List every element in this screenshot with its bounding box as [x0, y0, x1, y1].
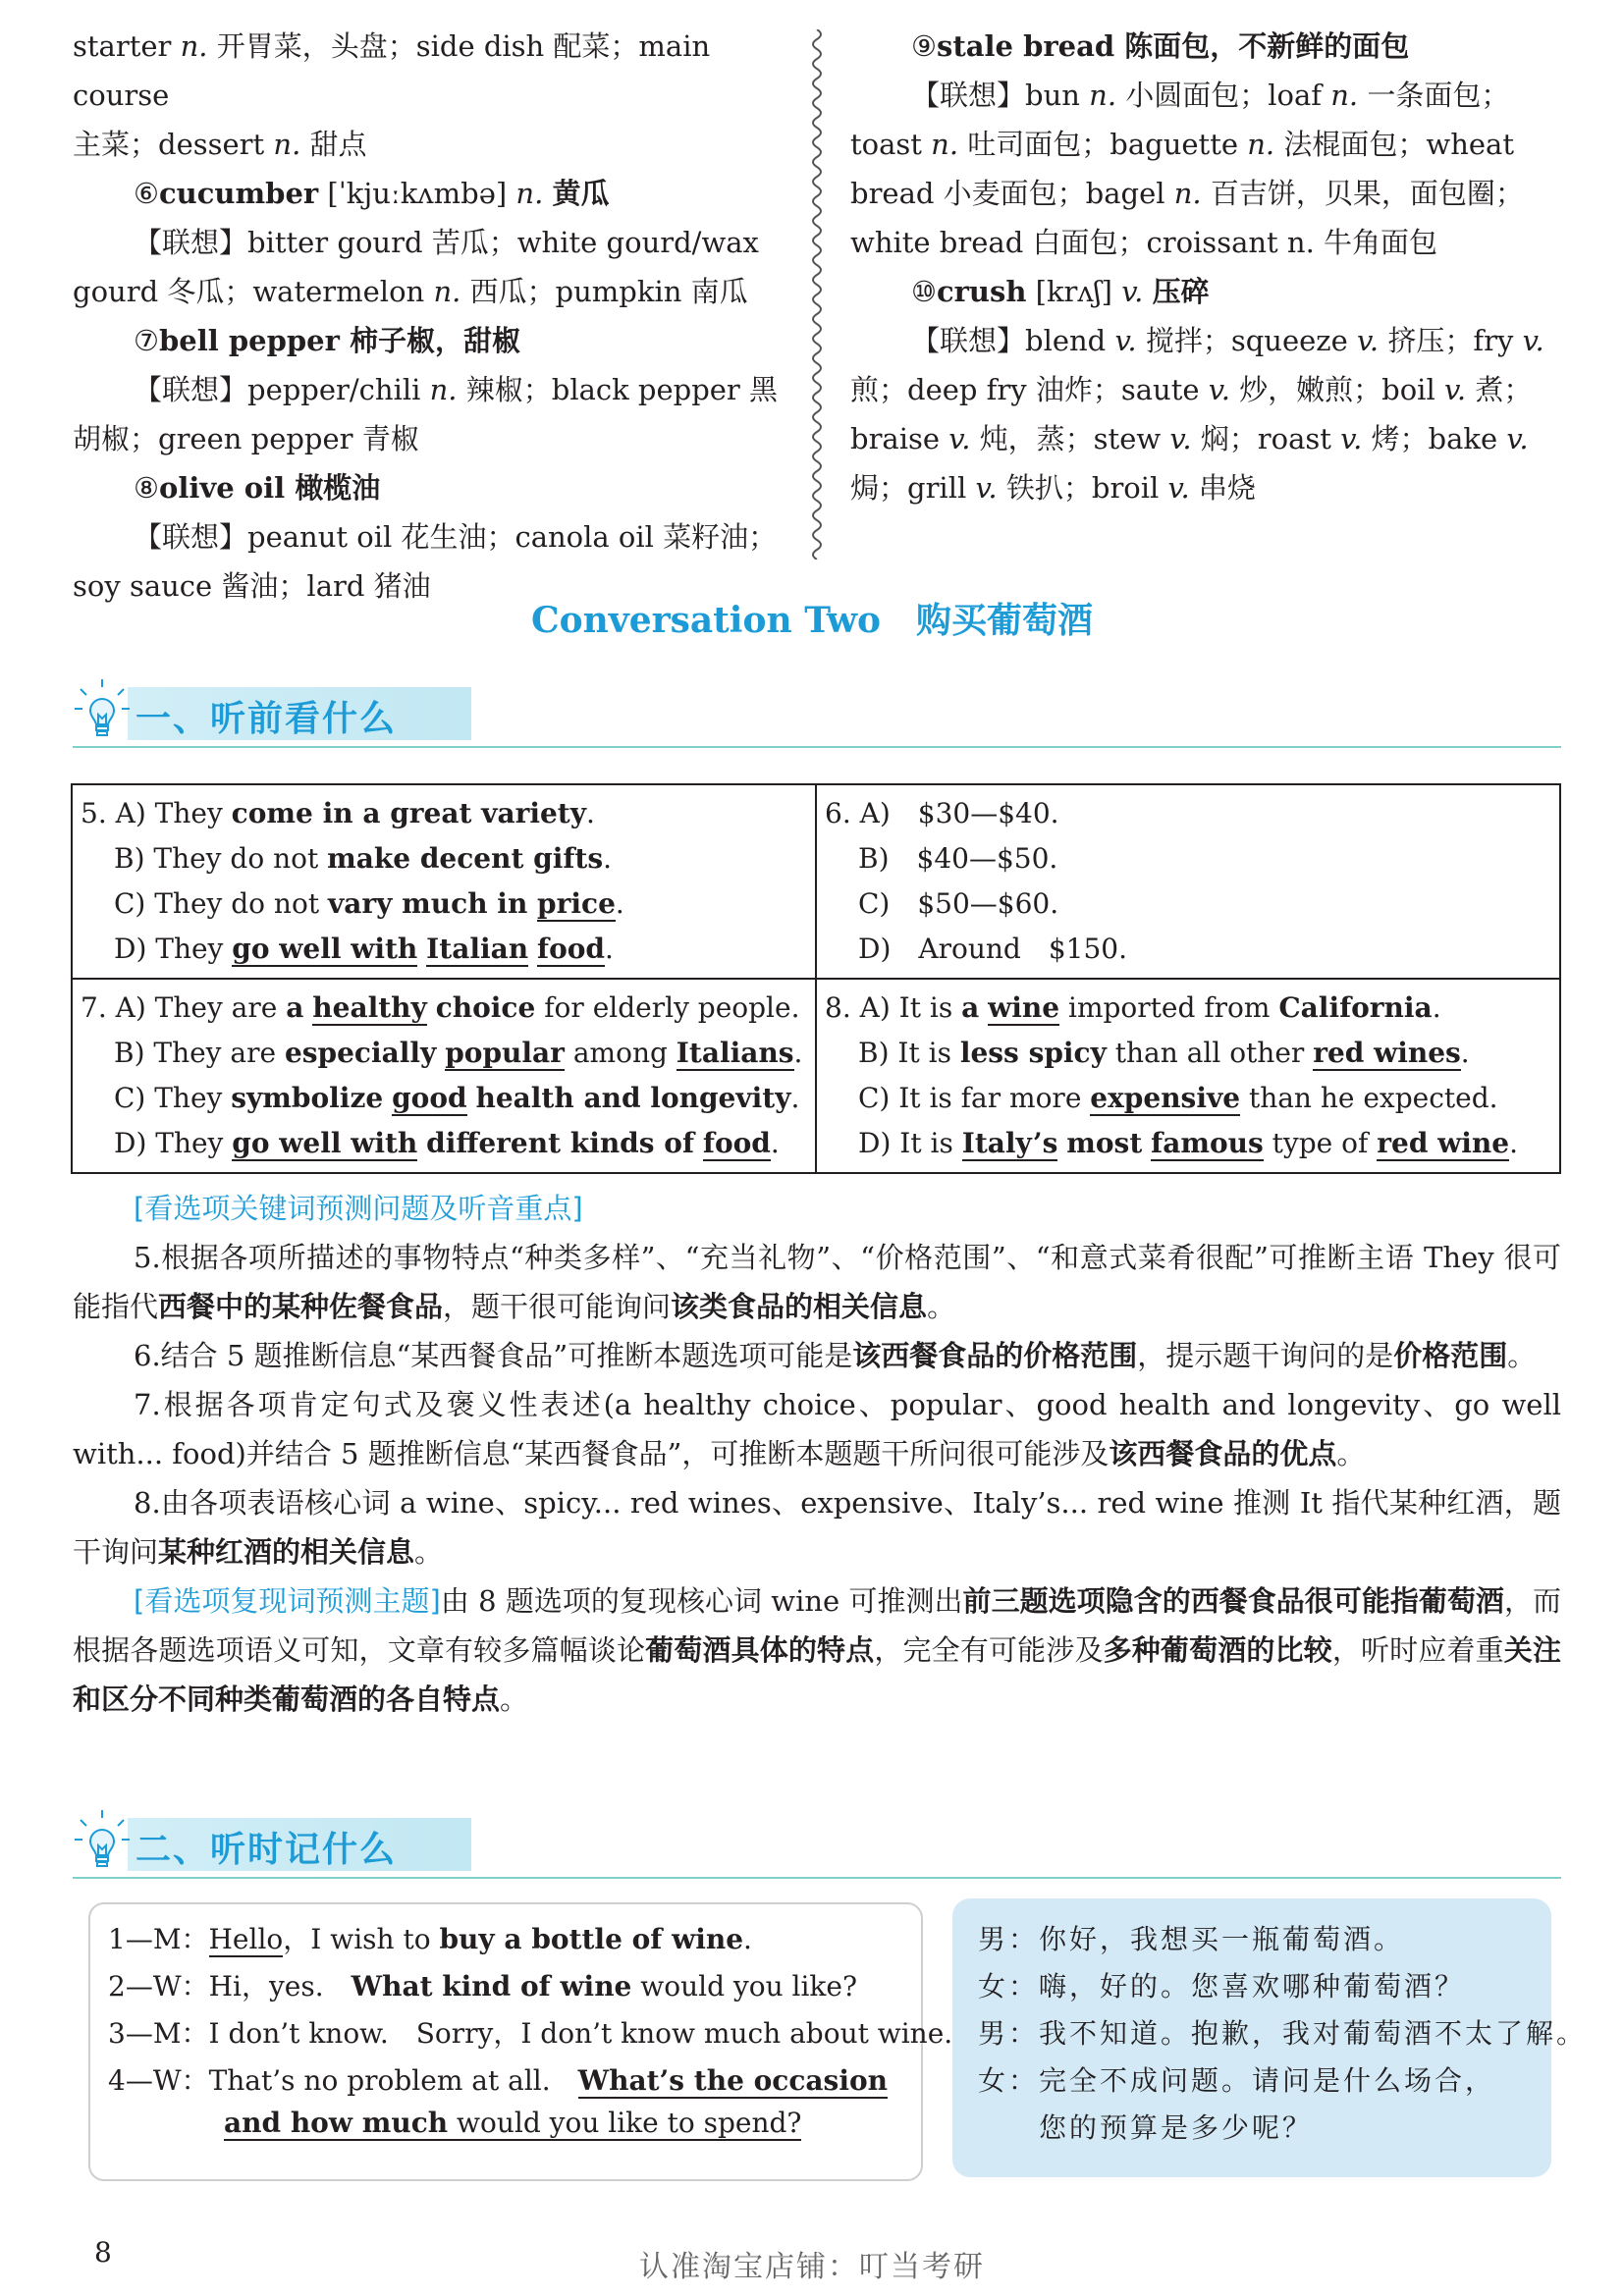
vocab-line: ⑦bell pepper 柿子椒，甜椒	[134, 324, 520, 357]
vocab-line: starter n. 开胃菜，头盘；side dish 配菜；main course	[73, 29, 711, 112]
translation-line: 您的预算是多少呢？	[978, 2111, 1314, 2144]
vocab-line: 【联想】blend v. 搅拌；squeeze v. 挤压；fry v.	[911, 324, 1544, 357]
vocab-line: ⑨stale bread 陈面包，不新鲜的面包	[911, 29, 1410, 63]
vocab-line: 【联想】pepper/chili n. 辣椒；black pepper 黑	[134, 373, 779, 406]
answer-option: D) They go well with Italian food.	[114, 933, 614, 965]
translation-line: 女：嗨，好的。您喜欢哪种葡萄酒？	[978, 1970, 1466, 2002]
answer-option: C) It is far more expensive than he expected.	[858, 1082, 1498, 1114]
translation-line: 男：我不知道。抱歉，我对葡萄酒不太了解。	[978, 2017, 1588, 2050]
vocab-line: white bread 白面包；croissant n. 牛角面包	[850, 226, 1438, 259]
vocab-line: 【联想】bitter gourd 苦瓜；white gourd/wax	[134, 226, 759, 259]
conversation-title: Conversation Two 购买葡萄酒	[530, 600, 1094, 641]
section-heading-2	[73, 1808, 1561, 1877]
vocab-line: 焗；grill v. 铁扒；broil v. 串烧	[850, 471, 1256, 505]
question-table	[71, 783, 1561, 1174]
dialogue-line: 1—M：Hello，I wish to buy a bottle of wine.	[108, 1923, 752, 1955]
dialogue-box	[88, 1902, 953, 2181]
translation-box	[952, 1898, 1588, 2177]
translation-line: 男：你好，我想买一瓶葡萄酒。	[978, 1923, 1405, 1955]
answer-option: D) It is Italy’s most famous type of red wine.	[858, 1127, 1518, 1159]
vocab-line: toast n. 吐司面包；baguette n. 法棍面包；wheat	[850, 128, 1514, 161]
lightbulb-icon	[73, 1808, 132, 1873]
vocab-line: 【联想】bun n. 小圆面包；loaf n. 一条面包；	[911, 79, 1510, 112]
question-6	[816, 784, 1560, 979]
answer-option: D) They go well with different kinds of food.	[114, 1127, 780, 1159]
vocab-line: 胡椒；green pepper 青椒	[73, 422, 419, 455]
answer-option: 6. A) $30—$40.	[825, 797, 1059, 829]
vocab-line: soy sauce 酱油；lard 猪油	[73, 569, 431, 603]
answer-option: C) They symbolize good health and longevity.	[114, 1082, 800, 1114]
answer-option: B) They are especially popular among Italians.	[114, 1037, 803, 1069]
vocab-line: ⑥cucumber [ˈkjuːkʌmbə] n. 黄瓜	[134, 177, 610, 210]
analysis-paragraph: 6.结合 5 题推断信息“某西餐食品”可推断本题选项可能是该西餐食品的价格范围，提示题干询问的是价格范围。	[134, 1339, 1537, 1372]
vocab-line: bread 小麦面包；bagel n. 百吉饼，贝果，面包圈；	[850, 177, 1524, 210]
section-title-2: 二、听时记什么	[135, 1830, 398, 1870]
answer-option: C) They do not vary much in price.	[114, 887, 624, 920]
analysis-paragraph: 8.由各项表语核心词 a wine、spicy... red wines、expensive、Italy’s... red wine 推测 It 指代某种红酒，题干询问某种红酒的相关信息。	[73, 1486, 1561, 1569]
lightbulb-icon	[73, 677, 132, 742]
dialogue-line: and how much would you like to spend?	[224, 2107, 802, 2139]
vocab-line: ⑧olive oil 橄榄油	[134, 471, 381, 505]
question-5	[72, 784, 816, 979]
vocab-line: braise v. 炖，蒸；stew v. 焖；roast v. 烤；bake v.	[850, 422, 1529, 455]
section-heading-1	[73, 677, 1561, 746]
analysis-theme-paragraph: [看选项复现词预测主题]由 8 题选项的复现核心词 wine 可推测出前三题选项隐含的西餐食品很可能指葡萄酒，而根据各题选项语义可知，文章有较多篇幅谈论葡萄酒具体的特点，完全有可能涉及多种葡萄酒的比较，听时应着重关注和区分不同种类葡萄酒的各自特点。	[73, 1584, 1561, 1716]
vocab-line: 【联想】peanut oil 花生油；canola oil 菜籽油；	[134, 520, 778, 554]
answer-option: B) They do not make decent gifts.	[114, 842, 613, 875]
vocab-line: gourd 冬瓜；watermelon n. 西瓜；pumpkin 南瓜	[73, 275, 748, 308]
footer-text: 认准淘宝店铺：叮当考研	[639, 2250, 985, 2284]
answer-option: 8. A) It is a wine imported from California.	[825, 991, 1441, 1024]
dialogue-line: 2—W：Hi，yes. What kind of wine would you like?	[108, 1970, 857, 2002]
answer-option: D) Around $150.	[858, 933, 1127, 965]
analysis-block	[73, 1184, 1561, 1724]
section-title-1: 一、听前看什么	[135, 699, 398, 739]
dialogue-line: 4—W：That’s no problem at all. What’s the occasion	[108, 2064, 888, 2097]
column-divider-wavy	[803, 29, 831, 560]
vocab-line: 主菜；dessert n. 甜点	[73, 128, 367, 161]
vocab-line: ⑩crush [krʌʃ] v. 压碎	[911, 275, 1210, 308]
vocab-left-column	[73, 22, 789, 611]
page-number: 8	[94, 2236, 112, 2269]
analysis-paragraph: 5.根据各项所描述的事物特点“种类多样”、“充当礼物”、“价格范围”、“和意式菜肴很配”可推断主语 They 很可能指代西餐中的某种佐餐食品，题干很可能询问该类食品的相关信息。	[73, 1241, 1561, 1323]
answer-option: 5. A) They come in a great variety.	[81, 797, 595, 829]
translation-line: 女：完全不成问题。请问是什么场合，	[978, 2064, 1496, 2097]
vocab-line: 煎；deep fry 油炸；saute v. 炒，嫩煎；boil v. 煮；	[850, 373, 1533, 406]
question-8	[816, 979, 1560, 1173]
dialogue-line: 3—M：I don’t know. Sorry，I don’t know much about wine.	[108, 2017, 953, 2050]
answer-option: B) It is less spicy than all other red wines.	[858, 1037, 1470, 1069]
analysis-paragraph: 7.根据各项肯定句式及褒义性表述(a healthy choice、popular、good health and longevity、go well with... food)并结合 5 题推断信息“某西餐食品”，可推断本题题干所问很可能涉及该西餐食品的优点。	[73, 1388, 1561, 1470]
answer-option: C) $50—$60.	[858, 887, 1059, 920]
answer-option: B) $40—$50.	[858, 842, 1058, 875]
analysis-heading-keywords: [看选项关键词预测问题及听音重点]	[134, 1192, 583, 1225]
vocab-right-column	[850, 22, 1561, 512]
question-7	[72, 979, 816, 1173]
answer-option: 7. A) They are a healthy choice for elderly people.	[81, 991, 800, 1024]
